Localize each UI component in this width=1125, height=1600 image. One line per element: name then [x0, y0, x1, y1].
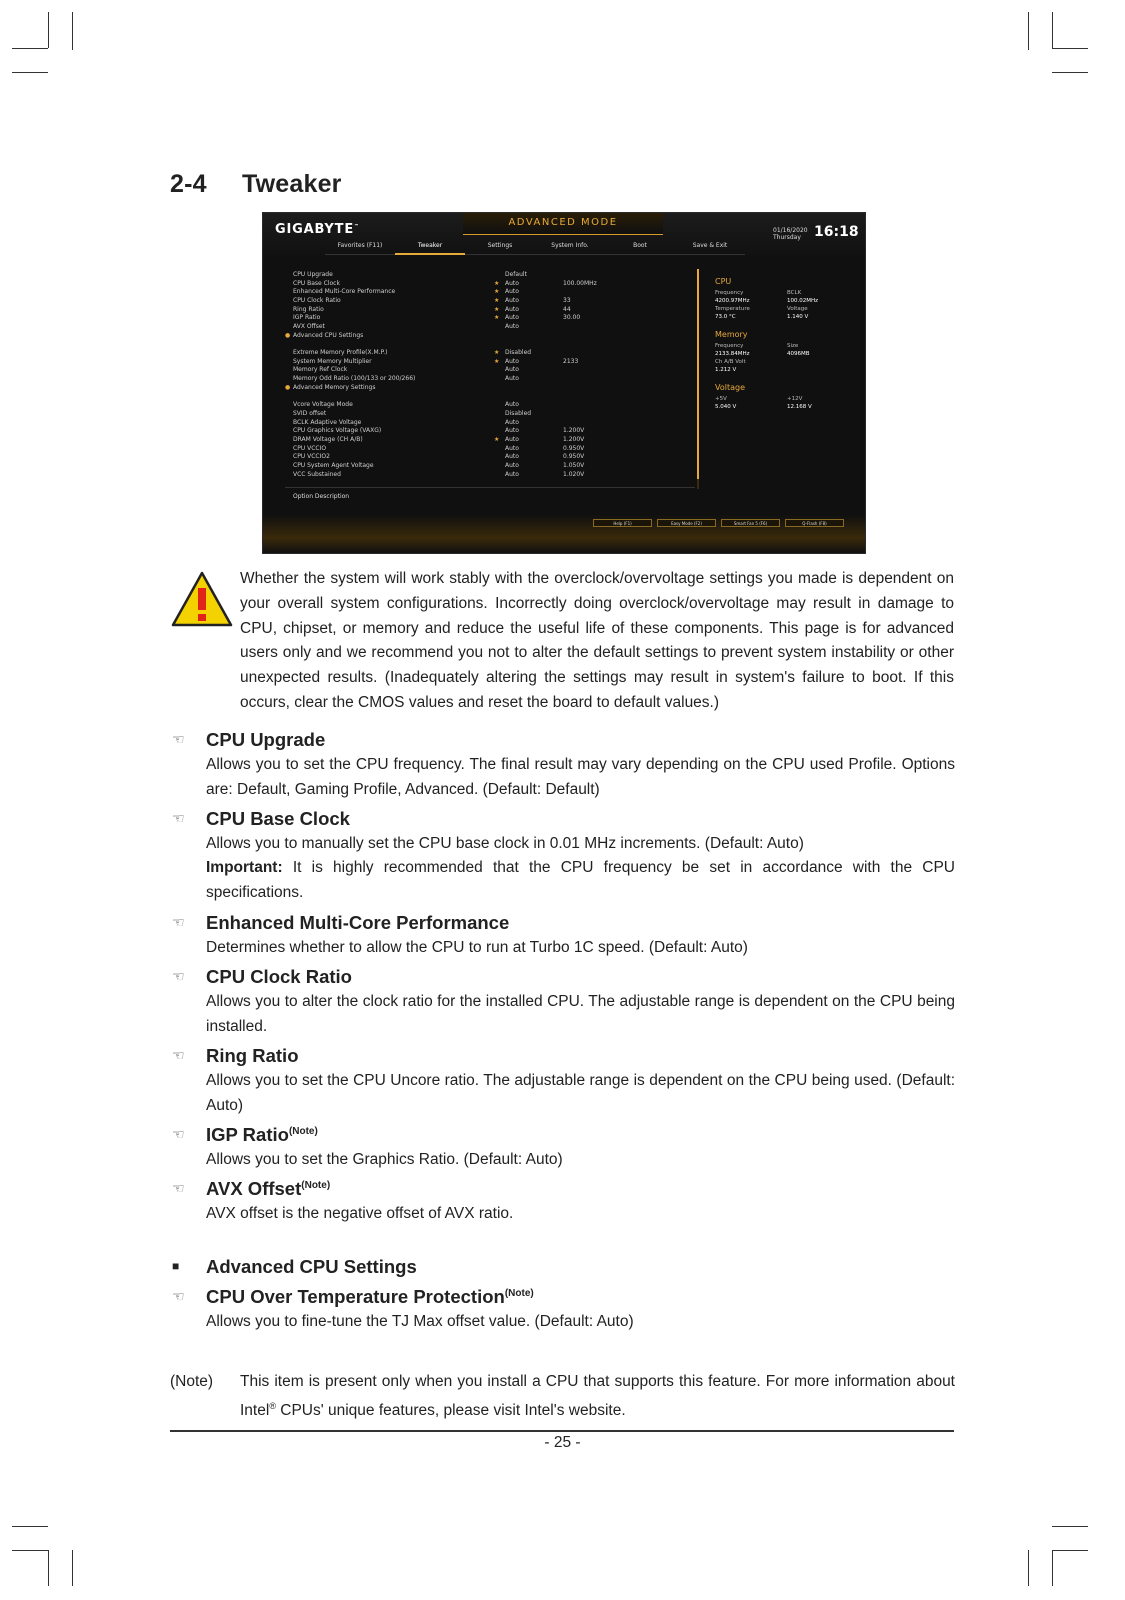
bios-desc-divider — [285, 487, 695, 488]
mem-ch-label: Ch A/B Volt — [715, 359, 746, 365]
bios-setting-value[interactable]: Auto — [505, 297, 519, 305]
crop-mark — [1052, 12, 1053, 48]
bios-setting-value[interactable]: Auto — [505, 444, 519, 452]
bios-setting-value[interactable]: Auto — [505, 435, 519, 443]
bios-setting-row[interactable] — [293, 436, 693, 445]
section-title — [170, 170, 342, 199]
crop-mark — [1028, 1550, 1029, 1586]
bios-setting-row[interactable] — [293, 271, 693, 280]
v5-value: 5.040 V — [715, 404, 737, 410]
bios-setting-row[interactable] — [293, 288, 693, 297]
crop-mark — [1028, 12, 1029, 50]
bios-setting-current: 100.00MHz — [563, 279, 597, 287]
item-text: AVX offset is the negative offset of AVX ratio. — [206, 1205, 514, 1222]
bios-setting-label: CPU Clock Ratio — [293, 297, 341, 305]
item-title: Advanced CPU Settings — [206, 1256, 417, 1277]
item-cpu-upgrade — [170, 729, 955, 798]
v5-label: +5V — [715, 396, 727, 402]
bios-setting-label: CPU Base Clock — [293, 279, 340, 287]
bios-footer-button[interactable]: Q-Flash (F8) — [785, 519, 844, 527]
memory-panel-title: Memory — [715, 330, 748, 339]
bios-setting-row[interactable] — [293, 410, 693, 419]
bios-setting-value[interactable]: Auto — [505, 357, 519, 365]
bios-tab[interactable]: Boot — [605, 242, 675, 255]
bios-setting-value[interactable]: Auto — [505, 418, 519, 426]
bios-setting-current: 0.950V — [563, 444, 585, 452]
bios-setting-label: Memory Ref Clock — [293, 366, 348, 374]
star-icon: ★ — [494, 305, 500, 313]
star-icon: ★ — [494, 297, 500, 305]
cpu-temp-label: Temperature — [715, 306, 750, 312]
mem-freq-label: Frequency — [715, 343, 744, 349]
bios-setting-value[interactable]: Auto — [505, 453, 519, 461]
mem-freq-value: 2133.84MHz — [715, 351, 750, 357]
bios-setting-value[interactable]: Default — [505, 271, 527, 278]
bios-setting-label: IGP Ratio — [293, 314, 321, 322]
bios-setting-label: AVX Offset — [293, 323, 325, 331]
bios-footer-button[interactable]: Easy Mode (F2) — [657, 519, 716, 527]
bios-setting-row[interactable] — [293, 401, 693, 410]
footer-rule — [170, 1430, 954, 1432]
item-ring-ratio — [170, 1045, 955, 1114]
hand-pointer-icon: ☜ — [172, 968, 185, 984]
section-heading: Tweaker — [242, 170, 342, 198]
item-emcp — [170, 912, 955, 956]
bios-setting-value[interactable]: Disabled — [505, 349, 532, 357]
item-text: Determines whether to allow the CPU to run at Turbo 1C speed. (Default: Auto) — [206, 939, 748, 956]
bios-option-description: Option Description — [293, 493, 350, 500]
bios-tab[interactable]: Tweaker — [395, 242, 465, 255]
bullet-icon: ● — [285, 383, 291, 391]
bios-setting-value[interactable]: Auto — [505, 401, 519, 409]
bios-setting-row[interactable] — [293, 323, 693, 332]
item-cpu-otp — [170, 1286, 955, 1330]
item-title: AVX Offset$^{(Note)}$ — [206, 1178, 331, 1199]
mem-size-value: 4096MB — [787, 351, 810, 357]
crop-mark — [1052, 1550, 1088, 1551]
cpu-freq-label: Frequency — [715, 290, 744, 296]
bios-setting-row[interactable] — [285, 331, 693, 341]
item-text: Allows you to set the CPU frequency. The final result may vary depending on the CPU used Profile. Options are: Default, Gaming Profile, Advanced. (Default: Default) — [206, 756, 955, 798]
bios-setting-label: CPU VCCIO2 — [293, 453, 330, 461]
crop-mark — [48, 1550, 49, 1586]
bios-setting-value[interactable]: Auto — [505, 366, 519, 374]
item-text: Allows you to set the CPU Uncore ratio. The adjustable range is dependent on the CPU being used. (Default: Auto) — [206, 1072, 955, 1114]
bios-settings-list — [285, 271, 693, 479]
bios-setting-current: 30.00 — [563, 314, 581, 322]
bios-setting-label: BCLK Adaptive Voltage — [293, 418, 362, 426]
item-cpu-base-clock — [170, 808, 955, 901]
hand-pointer-icon: ☜ — [172, 731, 185, 747]
cpu-temp-value: 73.0 °C — [715, 314, 736, 320]
bios-setting-current: 33 — [563, 297, 571, 305]
bios-setting-row[interactable] — [293, 366, 693, 375]
bios-setting-value[interactable]: Auto — [505, 375, 519, 383]
bios-setting-current: 2133 — [563, 357, 579, 365]
bios-setting-label: CPU Graphics Voltage (VAXG) — [293, 427, 382, 435]
cpu-freq-value: 4200.97MHz — [715, 298, 750, 304]
crop-mark — [1052, 1526, 1088, 1527]
bios-setting-row[interactable] — [293, 427, 693, 436]
item-title: Ring Ratio — [206, 1045, 299, 1066]
bios-scrollbar[interactable] — [697, 269, 699, 489]
bios-menu — [325, 242, 745, 255]
bios-setting-row[interactable] — [293, 375, 693, 384]
bios-scroll-thumb[interactable] — [697, 269, 699, 479]
bios-setting-value[interactable]: Auto — [505, 279, 519, 287]
bios-setting-label: Advanced CPU Settings — [293, 331, 364, 339]
bios-screenshot — [262, 212, 866, 554]
hand-pointer-icon: ☜ — [172, 1047, 185, 1063]
page-number: - 25 - — [544, 1434, 581, 1451]
crop-mark — [72, 1550, 73, 1586]
bios-setting-label: System Memory Multiplier — [293, 357, 372, 365]
item-cpu-clock-ratio — [170, 966, 955, 1035]
bios-setting-current: 1.020V — [563, 470, 585, 478]
bios-setting-value[interactable]: Auto — [505, 314, 519, 322]
bios-setting-label: DRAM Voltage (CH A/B) — [293, 435, 363, 443]
star-icon: ★ — [494, 357, 500, 365]
bios-setting-value[interactable]: Auto — [505, 470, 519, 478]
bios-row-gap — [293, 393, 693, 402]
bios-setting-current: 1.050V — [563, 461, 585, 469]
v12-label: +12V — [787, 396, 803, 402]
bios-setting-label: CPU VCCIO — [293, 444, 327, 452]
item-advanced-cpu-settings — [170, 1256, 955, 1280]
item-text: Allows you to manually set the CPU base clock in 0.01 MHz increments. (Default: Auto) — [206, 835, 804, 852]
bios-setting-row[interactable] — [293, 358, 693, 367]
voltage-panel-title: Voltage — [715, 383, 746, 392]
bios-setting-label: Memory Odd Ratio (100/133 or 200/266) — [293, 375, 416, 383]
bios-setting-row[interactable] — [293, 453, 693, 462]
bios-setting-current: 1.200V — [563, 435, 585, 443]
hand-pointer-icon: ☜ — [172, 1180, 185, 1196]
mem-ch-value: 1.212 V — [715, 367, 737, 373]
bios-setting-row[interactable] — [293, 349, 693, 358]
hand-pointer-icon: ☜ — [172, 810, 185, 826]
crop-mark — [1052, 72, 1088, 73]
item-title: CPU Base Clock — [206, 808, 350, 829]
star-icon: ★ — [494, 314, 500, 322]
cpu-bclk-value: 100.02MHz — [787, 298, 819, 304]
square-bullet-icon: ■ — [172, 1259, 180, 1273]
item-avx-offset — [170, 1178, 955, 1222]
bios-setting-row[interactable] — [293, 297, 693, 306]
cpu-volt-label: Voltage — [787, 306, 808, 312]
footnote-text: This item is present only when you install a CPU that supports this feature. For more information about Intel® CPUs' unique features, please visit Intel's website. — [240, 1373, 955, 1420]
bullet-icon: ● — [285, 331, 291, 339]
star-icon: ★ — [494, 349, 500, 357]
cpu-bclk-label: BCLK — [787, 290, 802, 296]
bios-row-gap — [293, 341, 693, 350]
bios-setting-row[interactable] — [285, 383, 693, 393]
item-important-text: Important: It is highly recommended that the CPU frequency be set in accordance with the CPU specifications. — [206, 859, 955, 901]
crop-mark — [12, 1550, 48, 1551]
bios-setting-row[interactable] — [293, 462, 693, 471]
section-number: 2-4 — [170, 170, 207, 198]
bios-footer-button[interactable]: Smart Fan 5 (F6) — [721, 519, 780, 527]
bios-setting-row[interactable] — [293, 314, 693, 323]
bios-footer-button[interactable]: Help (F1) — [593, 519, 652, 527]
bios-setting-label: Extreme Memory Profile(X.M.P.) — [293, 349, 388, 357]
star-icon: ★ — [494, 288, 500, 296]
crop-mark — [1052, 1550, 1053, 1586]
bios-setting-label: VCC Substained — [293, 470, 341, 478]
bios-setting-current: 0.950V — [563, 453, 585, 461]
item-text: Allows you to set the Graphics Ratio. (Default: Auto) — [206, 1151, 563, 1168]
warning-text: Whether the system will work stably with the overclock/overvoltage settings you made is dependent on your overall system configurations. Incorrectly doing overclock/overvoltage may result in damage to CPU, chipset, or memory and reduce the useful life of these components. This page is for advanced users only and we recommend you not to alter the default settings to prevent system instability or other unexpected results. (Inadequately altering the settings may result in system's failure to boot. If this occurs, clear the CMOS values and reset the board to default values.) — [240, 570, 954, 711]
crop-mark — [12, 72, 48, 73]
cpu-panel-title: CPU — [715, 277, 732, 286]
cpu-volt-value: 1.140 V — [787, 314, 809, 320]
bios-logo: GIGABYTE™ — [275, 222, 360, 237]
bios-setting-current: 1.200V — [563, 427, 585, 435]
crop-mark — [48, 12, 49, 48]
bios-setting-label: Vcore Voltage Mode — [293, 401, 353, 409]
bios-setting-row[interactable] — [293, 280, 693, 289]
bios-tab[interactable]: Favorites (F11) — [325, 242, 395, 255]
hand-pointer-icon: ☜ — [172, 914, 185, 930]
bios-date: 01/16/2020 Thursday — [773, 227, 808, 241]
bios-setting-value[interactable]: Disabled — [505, 409, 532, 417]
bios-setting-value[interactable]: Auto — [505, 288, 519, 296]
hand-pointer-icon: ☜ — [172, 1126, 185, 1142]
warning-icon — [170, 570, 234, 628]
item-text: Allows you to fine-tune the TJ Max offset value. (Default: Auto) — [206, 1313, 634, 1330]
bios-clock: 16:18 — [814, 224, 859, 240]
item-text: Allows you to alter the clock ratio for the installed CPU. The adjustable range is dependent on the CPU being installed. — [206, 993, 955, 1035]
crop-mark — [12, 1526, 48, 1527]
item-igp-ratio — [170, 1124, 955, 1168]
crop-mark — [12, 48, 48, 49]
item-title: CPU Clock Ratio — [206, 966, 352, 987]
bios-setting-row[interactable] — [293, 306, 693, 315]
mem-size-label: Size — [787, 343, 799, 349]
bios-footer-buttons — [593, 519, 844, 527]
crop-mark — [72, 12, 73, 50]
item-title: CPU Upgrade — [206, 729, 326, 750]
bios-setting-label: Enhanced Multi-Core Performance — [293, 288, 396, 296]
bios-setting-row[interactable] — [293, 471, 693, 480]
bios-tab[interactable]: Settings — [465, 242, 535, 255]
star-icon: ★ — [494, 279, 500, 287]
bios-tab[interactable]: Save & Exit — [675, 242, 745, 255]
bios-mode-title: ADVANCED MODE — [463, 213, 663, 235]
crop-mark — [1052, 48, 1088, 49]
bios-setting-value[interactable]: Auto — [505, 323, 519, 331]
bios-setting-row[interactable] — [293, 419, 693, 428]
bios-setting-label: SVID offset — [293, 409, 327, 417]
item-title: CPU Over Temperature Protection$^{(Note)}$ — [206, 1286, 534, 1307]
bios-tab[interactable]: System Info. — [535, 242, 605, 255]
star-icon: ★ — [494, 435, 500, 443]
bios-setting-current: 44 — [563, 305, 571, 313]
bios-setting-value[interactable]: Auto — [505, 461, 519, 469]
bios-setting-label: Ring Ratio — [293, 305, 324, 313]
item-title: IGP Ratio$^{(Note)}$ — [206, 1124, 318, 1145]
bios-setting-value[interactable]: Auto — [505, 305, 519, 313]
bios-setting-label: CPU System Agent Voltage — [293, 461, 374, 469]
footnote-tag: (Note) — [170, 1373, 214, 1390]
v12-value: 12.168 V — [787, 404, 812, 410]
bios-status-panel — [715, 277, 855, 420]
hand-pointer-icon: ☜ — [172, 1288, 185, 1304]
bios-setting-row[interactable] — [293, 445, 693, 454]
bios-setting-label: Advanced Memory Settings — [293, 383, 376, 391]
bios-setting-label: CPU Upgrade — [293, 271, 333, 278]
item-title: Enhanced Multi-Core Performance — [206, 912, 510, 933]
bios-setting-value[interactable]: Auto — [505, 427, 519, 435]
